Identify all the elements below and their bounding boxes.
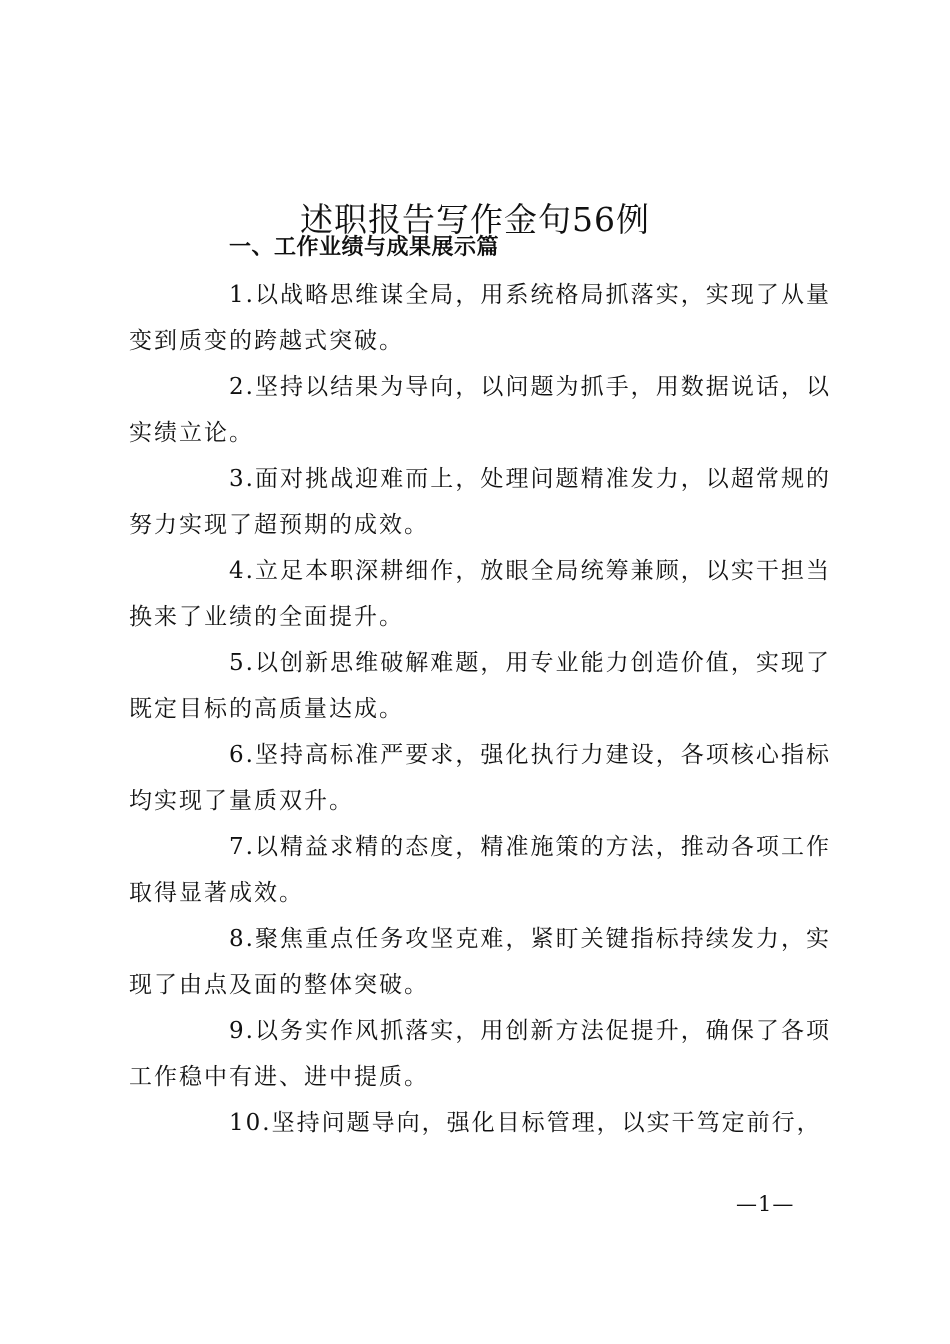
document-title: 述职报告写作金句56例 — [300, 200, 650, 240]
list-item: 4.立足本职深耕细作，放眼全局统筹兼顾，以实干担当换来了业绩的全面提升。 — [129, 558, 831, 630]
page-number: —1— — [736, 1192, 795, 1216]
list-item: 3.面对挑战迎难而上，处理问题精准发力，以超常规的努力实现了超预期的成效。 — [129, 466, 831, 538]
item-list — [129, 272, 831, 1146]
list-item: 2.坚持以结果为导向，以问题为抓手，用数据说话，以实绩立论。 — [129, 374, 831, 446]
list-item: 1.以战略思维谋全局，用系统格局抓落实，实现了从量变到质变的跨越式突破。 — [129, 282, 831, 354]
section-heading: 一、工作业绩与成果展示篇 — [229, 235, 500, 260]
list-item: 10.坚持问题导向，强化目标管理，以实干笃定前行， — [229, 1110, 822, 1136]
list-item: 9.以务实作风抓落实，用创新方法促提升，确保了各项工作稳中有进、进中提质。 — [129, 1018, 831, 1090]
list-item: 6.坚持高标准严要求，强化执行力建设，各项核心指标均实现了量质双升。 — [129, 742, 831, 814]
list-item: 7.以精益求精的态度，精准施策的方法，推动各项工作取得显著成效。 — [129, 834, 831, 906]
list-item: 5.以创新思维破解难题，用专业能力创造价值，实现了既定目标的高质量达成。 — [129, 650, 831, 722]
list-item: 8.聚焦重点任务攻坚克难，紧盯关键指标持续发力，实现了由点及面的整体突破。 — [129, 926, 831, 998]
